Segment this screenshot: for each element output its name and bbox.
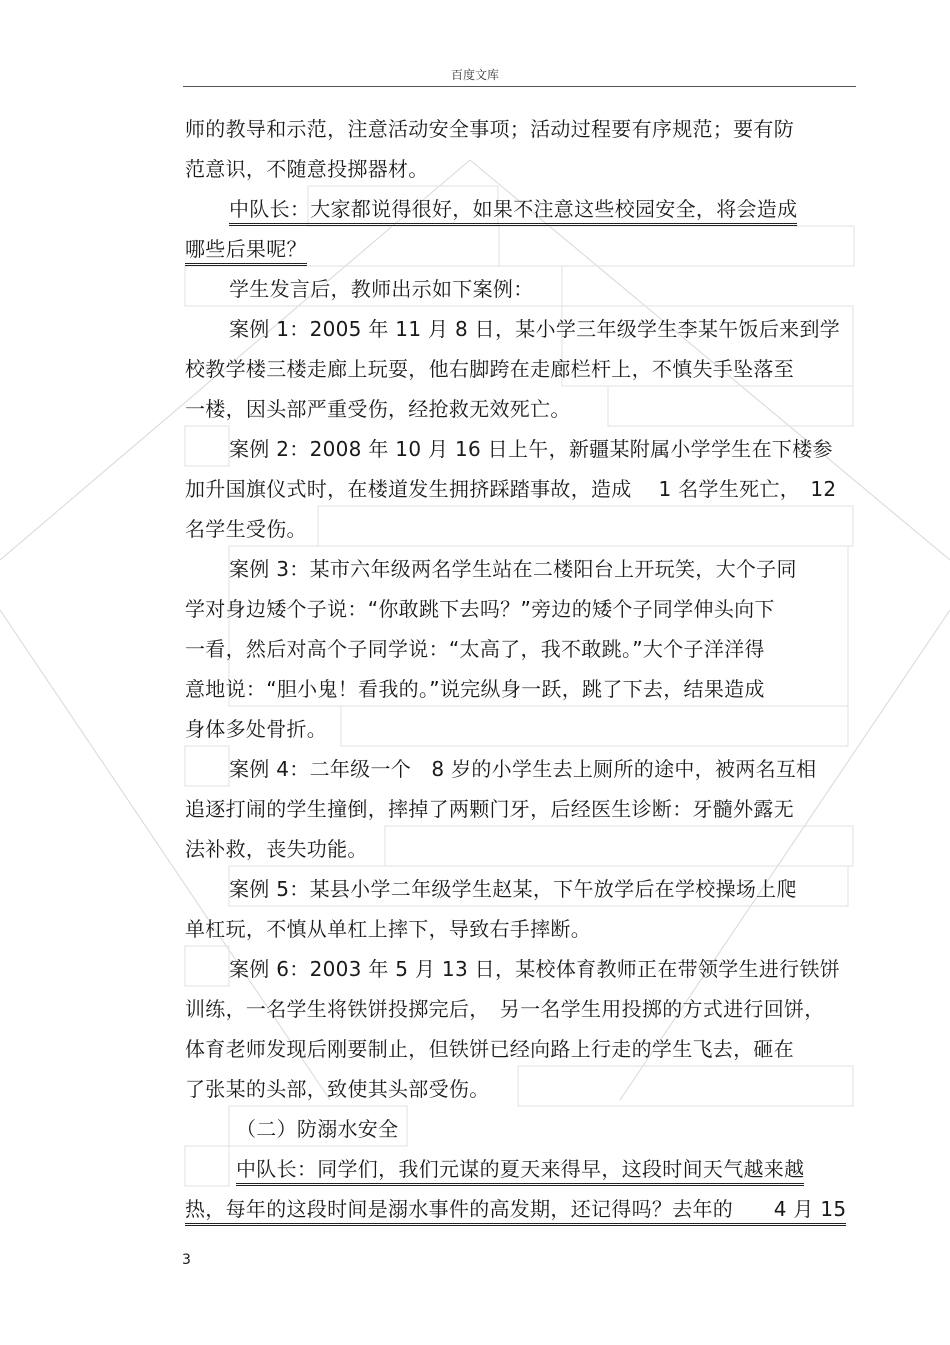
text-line: 范意识，不随意投掷器材。 — [185, 157, 429, 181]
case-4-line: 法补救，丧失功能。 — [185, 837, 368, 861]
case-5-line: 单杠玩，不慎从单杠上摔下，导致右手摔断。 — [185, 917, 591, 941]
case-5-line: 案例 5：某县小学二年级学生赵某，下午放学后在学校操场上爬 — [229, 877, 797, 901]
case-1-line: 校教学楼三楼走廊上玩耍，他右脚跨在走廊栏杆上，不慎失手坠落至 — [185, 357, 794, 381]
case-6-line: 体育老师发现后刚要制止，但铁饼已经向路上行走的学生飞去，砸在 — [185, 1037, 794, 1061]
page-number: 3 — [182, 1252, 191, 1268]
case-6-line: 了张某的头部，致使其头部受伤。 — [185, 1077, 490, 1101]
case-1-line: 案例 1：2005 年 11 月 8 日，某小学三年级学生李某午饭后来到学 — [229, 317, 841, 341]
case-2-line: 名学生受伤。 — [185, 517, 307, 541]
case-4-line: 追逐打闹的学生撞倒，摔掉了两颗门牙，后经医生诊断：牙髓外露无 — [185, 797, 794, 821]
header-title: 百度文库 — [450, 68, 499, 82]
case-3-line: 一看，然后对高个子同学说：“太高了，我不敢跳。”大个子洋洋得 — [185, 637, 765, 661]
text-line-underlined: 中队长：同学们，我们元谋的夏天来得早，这段时间天气越来越 — [236, 1156, 804, 1186]
text-line: 学生发言后，教师出示如下案例： — [229, 277, 534, 301]
case-6-line: 案例 6：2003 年 5 月 13 日，某校体育教师正在带领学生进行铁饼 — [229, 957, 841, 981]
case-1-line: 一楼，因头部严重受伤，经抢救无效死亡。 — [185, 397, 571, 421]
case-3-line: 案例 3：某市六年级两名学生站在二楼阳台上开玩笑，大个子同 — [229, 557, 797, 581]
text-line-underlined: 哪些后果呢？ — [185, 236, 307, 266]
case-4-line: 案例 4：二年级一个 8 岁的小学生去上厕所的途中，被两名互相 — [229, 757, 817, 781]
text-line-underlined: 中队长：大家都说得很好，如果不注意这些校园安全，将会造成 — [229, 196, 797, 226]
text-line-underlined: 热，每年的这段时间是溺水事件的高发期，还记得吗？去年的 4 月 15 — [185, 1196, 846, 1226]
case-2-line: 案例 2：2008 年 10 月 16 日上午，新疆某附属小学学生在下楼参 — [229, 437, 833, 461]
case-2-line: 加升国旗仪式时，在楼道发生拥挤踩踏事故，造成 1 名学生死亡， 12 — [185, 477, 837, 501]
case-3-line: 学对身边矮个子说：“你敢跳下去吗？”旁边的矮个子同学伸头向下 — [185, 597, 775, 621]
case-6-line: 训练，一名学生将铁饼投掷完后， 另一名学生用投掷的方式进行回饼， — [185, 997, 825, 1021]
case-3-line: 身体多处骨折。 — [185, 717, 328, 741]
section-heading: （二）防溺水安全 — [236, 1117, 399, 1141]
header-divider — [183, 86, 856, 87]
text-line: 师的教导和示范，注意活动安全事项；活动过程要有序规范；要有防 — [185, 117, 794, 141]
case-3-line: 意地说：“胆小鬼！看我的。”说完纵身一跃，跳了下去，结果造成 — [185, 677, 765, 701]
